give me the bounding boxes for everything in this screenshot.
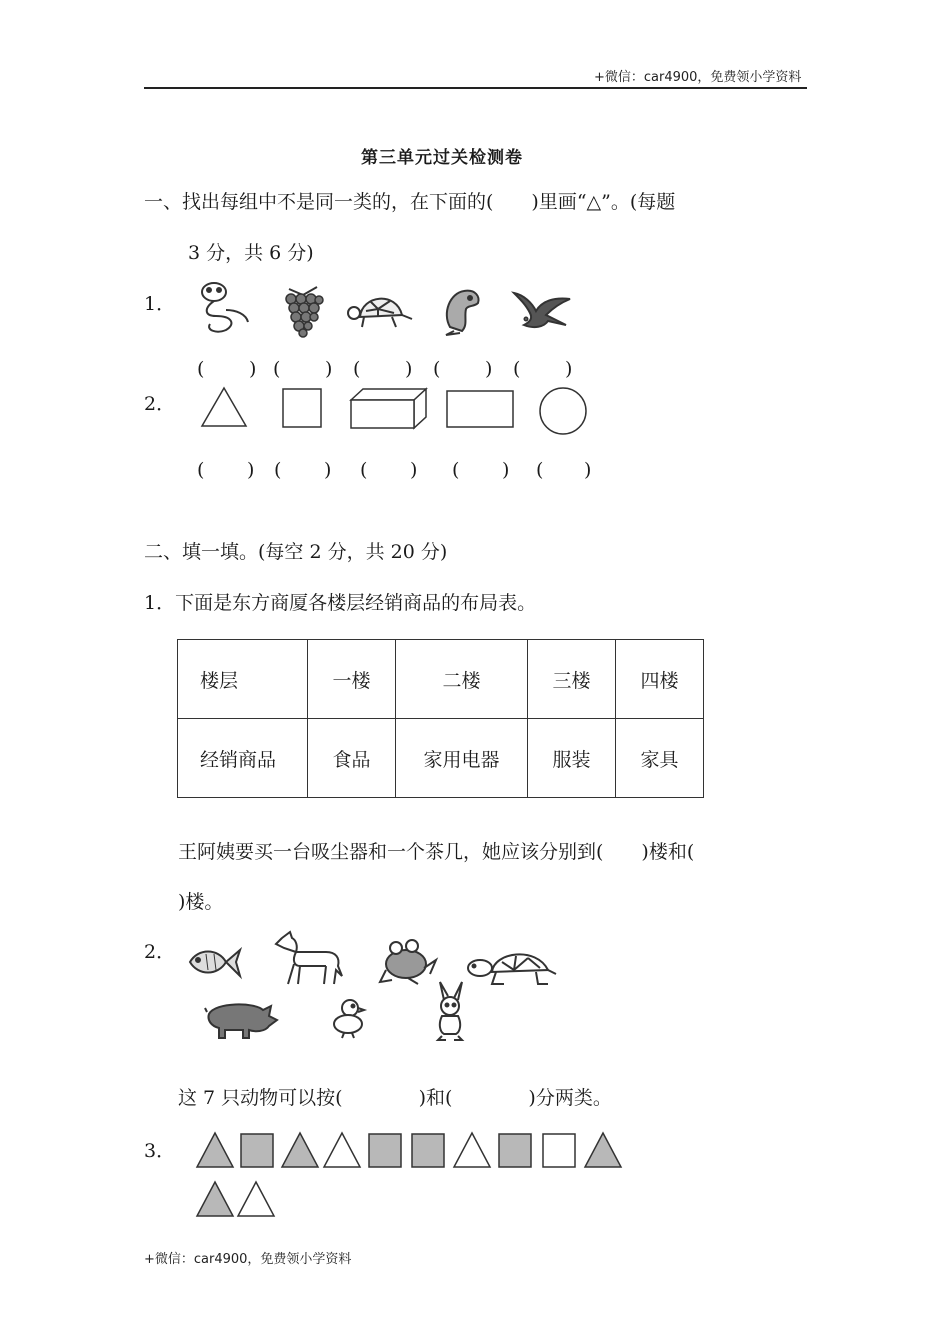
header-rule	[144, 87, 807, 89]
snake-icon	[192, 280, 256, 336]
seq-triangle-white	[454, 1133, 490, 1167]
table-cell: 一楼	[308, 640, 396, 719]
chick-icon	[328, 998, 368, 1038]
table-row	[178, 719, 704, 798]
seq-triangle-white	[324, 1133, 360, 1167]
seq-triangle-gray	[197, 1133, 233, 1167]
shape-sequence	[196, 1131, 626, 1221]
q2-paren-5-close[interactable]: )	[584, 459, 592, 481]
section2-heading: 二、填一填。(每空 2 分，共 20 分)	[144, 541, 448, 563]
section1-heading-cont: 3 分，共 6 分)	[188, 242, 314, 264]
table-cell: 家用电器	[396, 719, 528, 798]
s2-q2-answer[interactable]: 这 7 只动物可以按( )和( )分两类。	[178, 1087, 612, 1109]
table-cell: 二楼	[396, 640, 528, 719]
horse-icon	[274, 930, 344, 986]
q2-paren-2-close[interactable]: )	[324, 459, 332, 481]
pig-icon	[205, 998, 279, 1040]
grapes-icon	[281, 283, 325, 337]
table-cell: 四楼	[616, 640, 704, 719]
rabbit-icon	[432, 980, 468, 1042]
swallow-icon	[512, 291, 572, 331]
s2-q1-answer-line2: )楼。	[178, 891, 224, 913]
s2-q1-text: 1．下面是东方商厦各楼层经销商品的布局表。	[144, 592, 537, 614]
q1-number: 1．	[144, 293, 176, 315]
q2-paren-2-open: (	[274, 459, 282, 481]
dolphin-icon	[440, 285, 484, 335]
s2-q1-answer-line1[interactable]: 王阿姨要买一台吸尘器和一个茶几，她应该分别到( )楼和(	[178, 841, 695, 863]
table-cell: 经销商品	[178, 719, 308, 798]
seq-square-gray	[241, 1134, 273, 1167]
s2-q3-number: 3．	[144, 1140, 176, 1162]
q2-paren-4-close[interactable]: )	[502, 459, 510, 481]
q2-number: 2．	[144, 393, 176, 415]
table-row	[178, 640, 704, 719]
table-cell: 楼层	[178, 640, 308, 719]
header-contact: +微信：car4900，免费领小学资料	[594, 70, 802, 85]
q1-paren-5-close[interactable]: )	[565, 358, 573, 380]
q2-paren-3-open: (	[360, 459, 368, 481]
seq-square-gray	[369, 1134, 401, 1167]
circle-shape	[539, 387, 587, 435]
q1-paren-1-close[interactable]: )	[249, 358, 257, 380]
q1-paren-1-open: (	[197, 358, 205, 380]
turtle-icon	[348, 287, 414, 333]
section1-heading: 一、找出每组中不是同一类的，在下面的( )里画“△”。(每题	[144, 191, 676, 213]
table-cell: 服装	[528, 719, 616, 798]
q1-paren-3-open: (	[353, 358, 361, 380]
footer-contact: +微信：car4900，免费领小学资料	[144, 1252, 352, 1267]
q2-paren-1-close[interactable]: )	[247, 459, 255, 481]
q2-paren-4-open: (	[452, 459, 460, 481]
seq-triangle-white	[238, 1182, 274, 1216]
q1-paren-2-close[interactable]: )	[325, 358, 333, 380]
seq-square-gray	[412, 1134, 444, 1167]
turtle-icon	[466, 944, 558, 988]
square-shape	[282, 388, 322, 428]
q1-paren-3-close[interactable]: )	[405, 358, 413, 380]
q1-paren-2-open: (	[273, 358, 281, 380]
rectangle-shape	[446, 390, 514, 428]
s2-q2-number: 2．	[144, 941, 176, 963]
seq-triangle-gray	[197, 1182, 233, 1216]
q1-paren-4-close[interactable]: )	[485, 358, 493, 380]
seq-square-gray	[499, 1134, 531, 1167]
table-cell: 三楼	[528, 640, 616, 719]
page-title: 第三单元过关检测卷	[361, 148, 523, 168]
seq-triangle-gray	[282, 1133, 318, 1167]
floor-layout-table	[177, 639, 704, 798]
frog-icon	[378, 940, 440, 986]
seq-triangle-gray	[585, 1133, 621, 1167]
q2-paren-5-open: (	[536, 459, 544, 481]
q2-paren-1-open: (	[197, 459, 205, 481]
seq-square-white	[543, 1134, 575, 1167]
table-cell: 食品	[308, 719, 396, 798]
cuboid-shape	[350, 388, 428, 430]
fish-icon	[188, 946, 242, 980]
q1-paren-4-open: (	[433, 358, 441, 380]
table-cell: 家具	[616, 719, 704, 798]
q1-paren-5-open: (	[513, 358, 521, 380]
triangle-shape	[200, 386, 248, 428]
q2-paren-3-close[interactable]: )	[410, 459, 418, 481]
